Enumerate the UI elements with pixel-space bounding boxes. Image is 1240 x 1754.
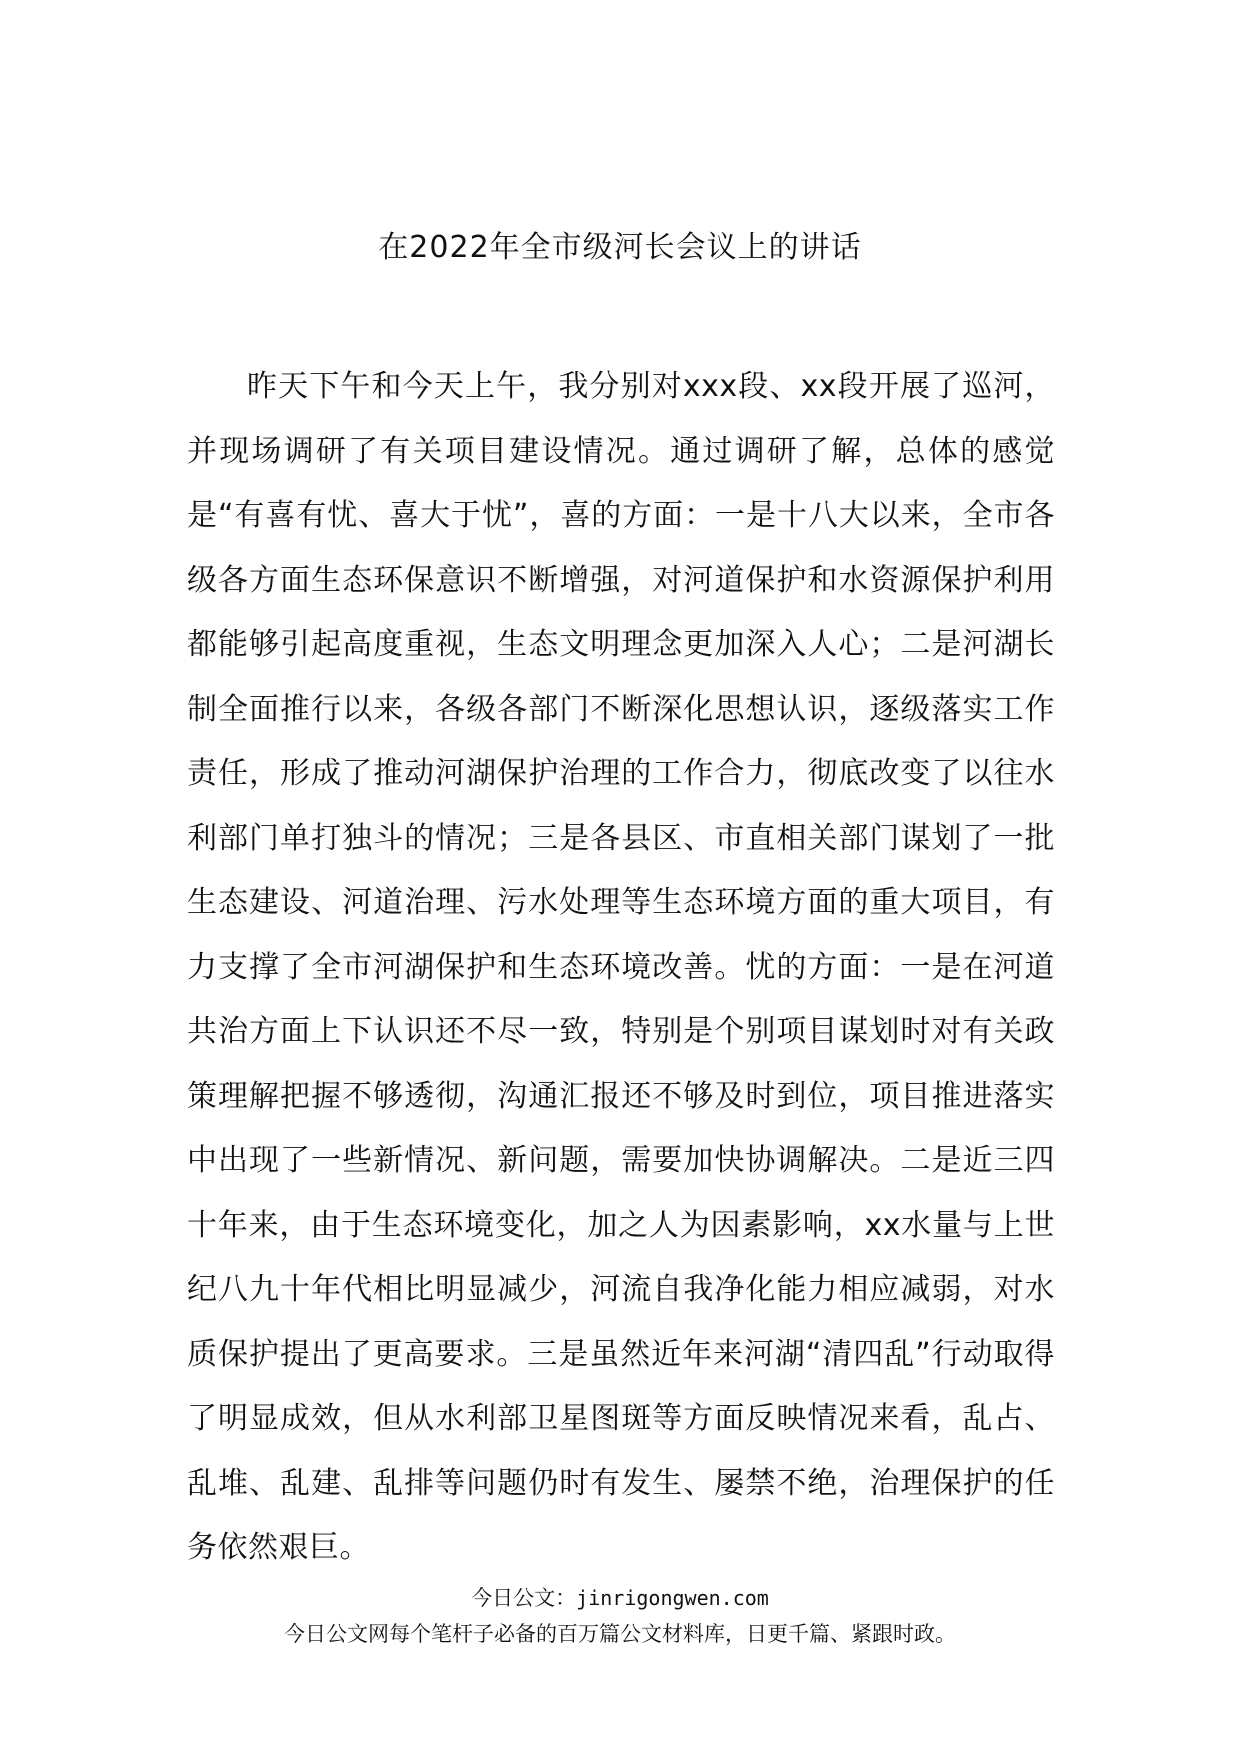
document-title: 在2022年全市级河长会议上的讲话 xyxy=(378,230,862,265)
footer-site-label: 今日公文： xyxy=(471,1586,577,1610)
body-paragraph: 昨天下午和今天上午，我分别对xxx段、xx段开展了巡河，并现场调研了有关项目建设情况。通过调研了解，总体的感觉是“有喜有忧、喜大于忧”，喜的方面：一是十八大以来，全市各级各方面生态环保意识不断增强，对河道保护和水资源保护利用都能够引起高度重视，生态文明理念更加深入人心；二是河湖长制全面推行以来，各级各部门不断深化思想认识，逐级落实工作责任，形成了推动河湖保护治理的工作合力，彻底改变了以往水利部门单打独斗的情况；三是各县区、市直相关部门谋划了一批生态建设、河道治理、污水处理等生态环境方面的重大项目，有力支撑了全市河湖保护和生态环境改善。忧的方面：一是在河道共治方面上下认识还不尽一致，特别是个别项目谋划时对有关政策理解把握不够透彻，沟通汇报还不够及时到位，项目推进落实中出现了一些新情况、新问题，需要加快协调解决。二是近三四十年来，由于生态环境变化，加之人为因素影响，xx水量与上世纪八九十年代相比明显减少，河流自我净化能力相应减弱，对水质保护提出了更高要求。三是虽然近年来河湖“清四乱”行动取得了明显成效，但从水利部卫星图斑等方面反映情况来看，乱占、乱堆、乱建、乱排等问题仍时有发生、屡禁不绝，治理保护的任务依然艰巨。 xyxy=(187,369,1055,1565)
footer-slogan: 今日公文网每个笔杆子必备的百万篇公文材料库，日更千篇、紧跟时政。 xyxy=(284,1622,956,1646)
footer-site-url[interactable]: jinrigongwen.com xyxy=(576,1586,769,1610)
footer-site-line xyxy=(0,1584,1240,1612)
